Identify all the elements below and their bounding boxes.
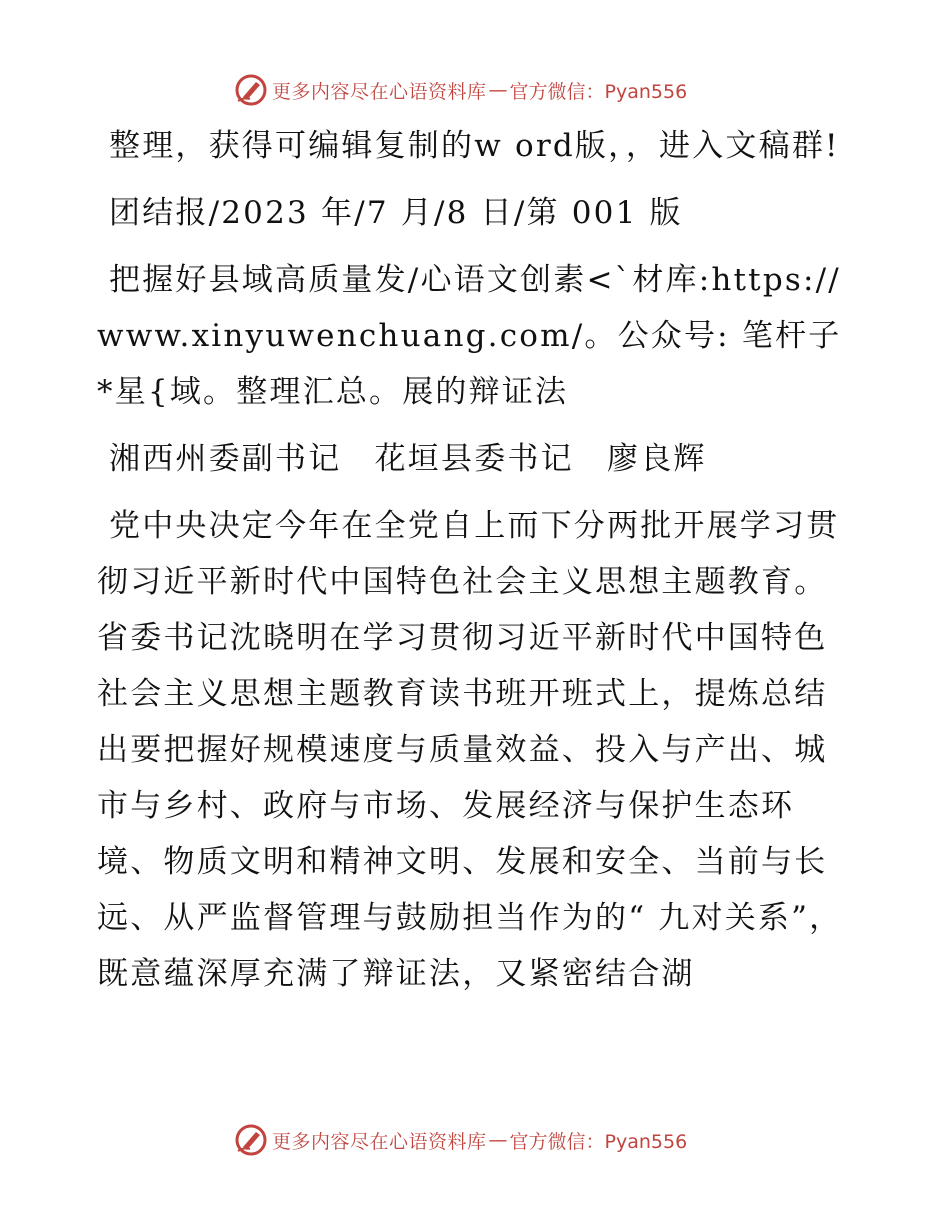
pen-logo-icon [234,1123,268,1157]
document-body [97,118,857,1002]
source-line: 团结报/2023 年/7 月/8 日/第 001 版 [109,195,683,231]
watermark-banner-top [234,72,754,108]
watermark-main-text: 更多内容尽在心语资料库 [272,80,487,103]
article-title: 把握好县域高质量发/心语文创素<`材库:https://www.xinyuwenchuang.com/。公众号: 笔杆子*星{域。整理汇总。展的辩证法 [97,262,842,410]
body-paragraph: 党中央决定今年在全党自上而下分两批开展学习贯彻习近平新时代中国特色社会主义思想主题教育。省委书记沈晓明在学习贯彻习近平新时代中国特色社会主义思想主题教育读书班开班式上，提炼总结出要把握好规模速度与质量效益、投入与产出、城市与乡村、政府与市场、发展经济与保护生态环境、物质文明和精神文明、发展和安全、当前与长远、从严监督管理与鼓励担当作为的“ 九对关系”，既意蕴深厚充满了辩证法，又紧密结合湖 [97,508,843,992]
pen-logo-icon [234,73,268,107]
watermark-wechat-text: 官方微信：Pyan556 [509,80,688,103]
watermark-banner-bottom [234,1122,754,1158]
author-line: 湘西州委副书记 花垣县委书记 廖良辉 [109,441,707,477]
watermark-wechat-text: 官方微信：Pyan556 [509,1130,688,1153]
watermark-main-text: 更多内容尽在心语资料库 [272,1130,487,1153]
watermark-separator: — [488,79,508,101]
intro-paragraph: 整理，获得可编辑复制的w ord版，，进入文稿群! [109,128,840,164]
watermark-separator: — [488,1129,508,1151]
